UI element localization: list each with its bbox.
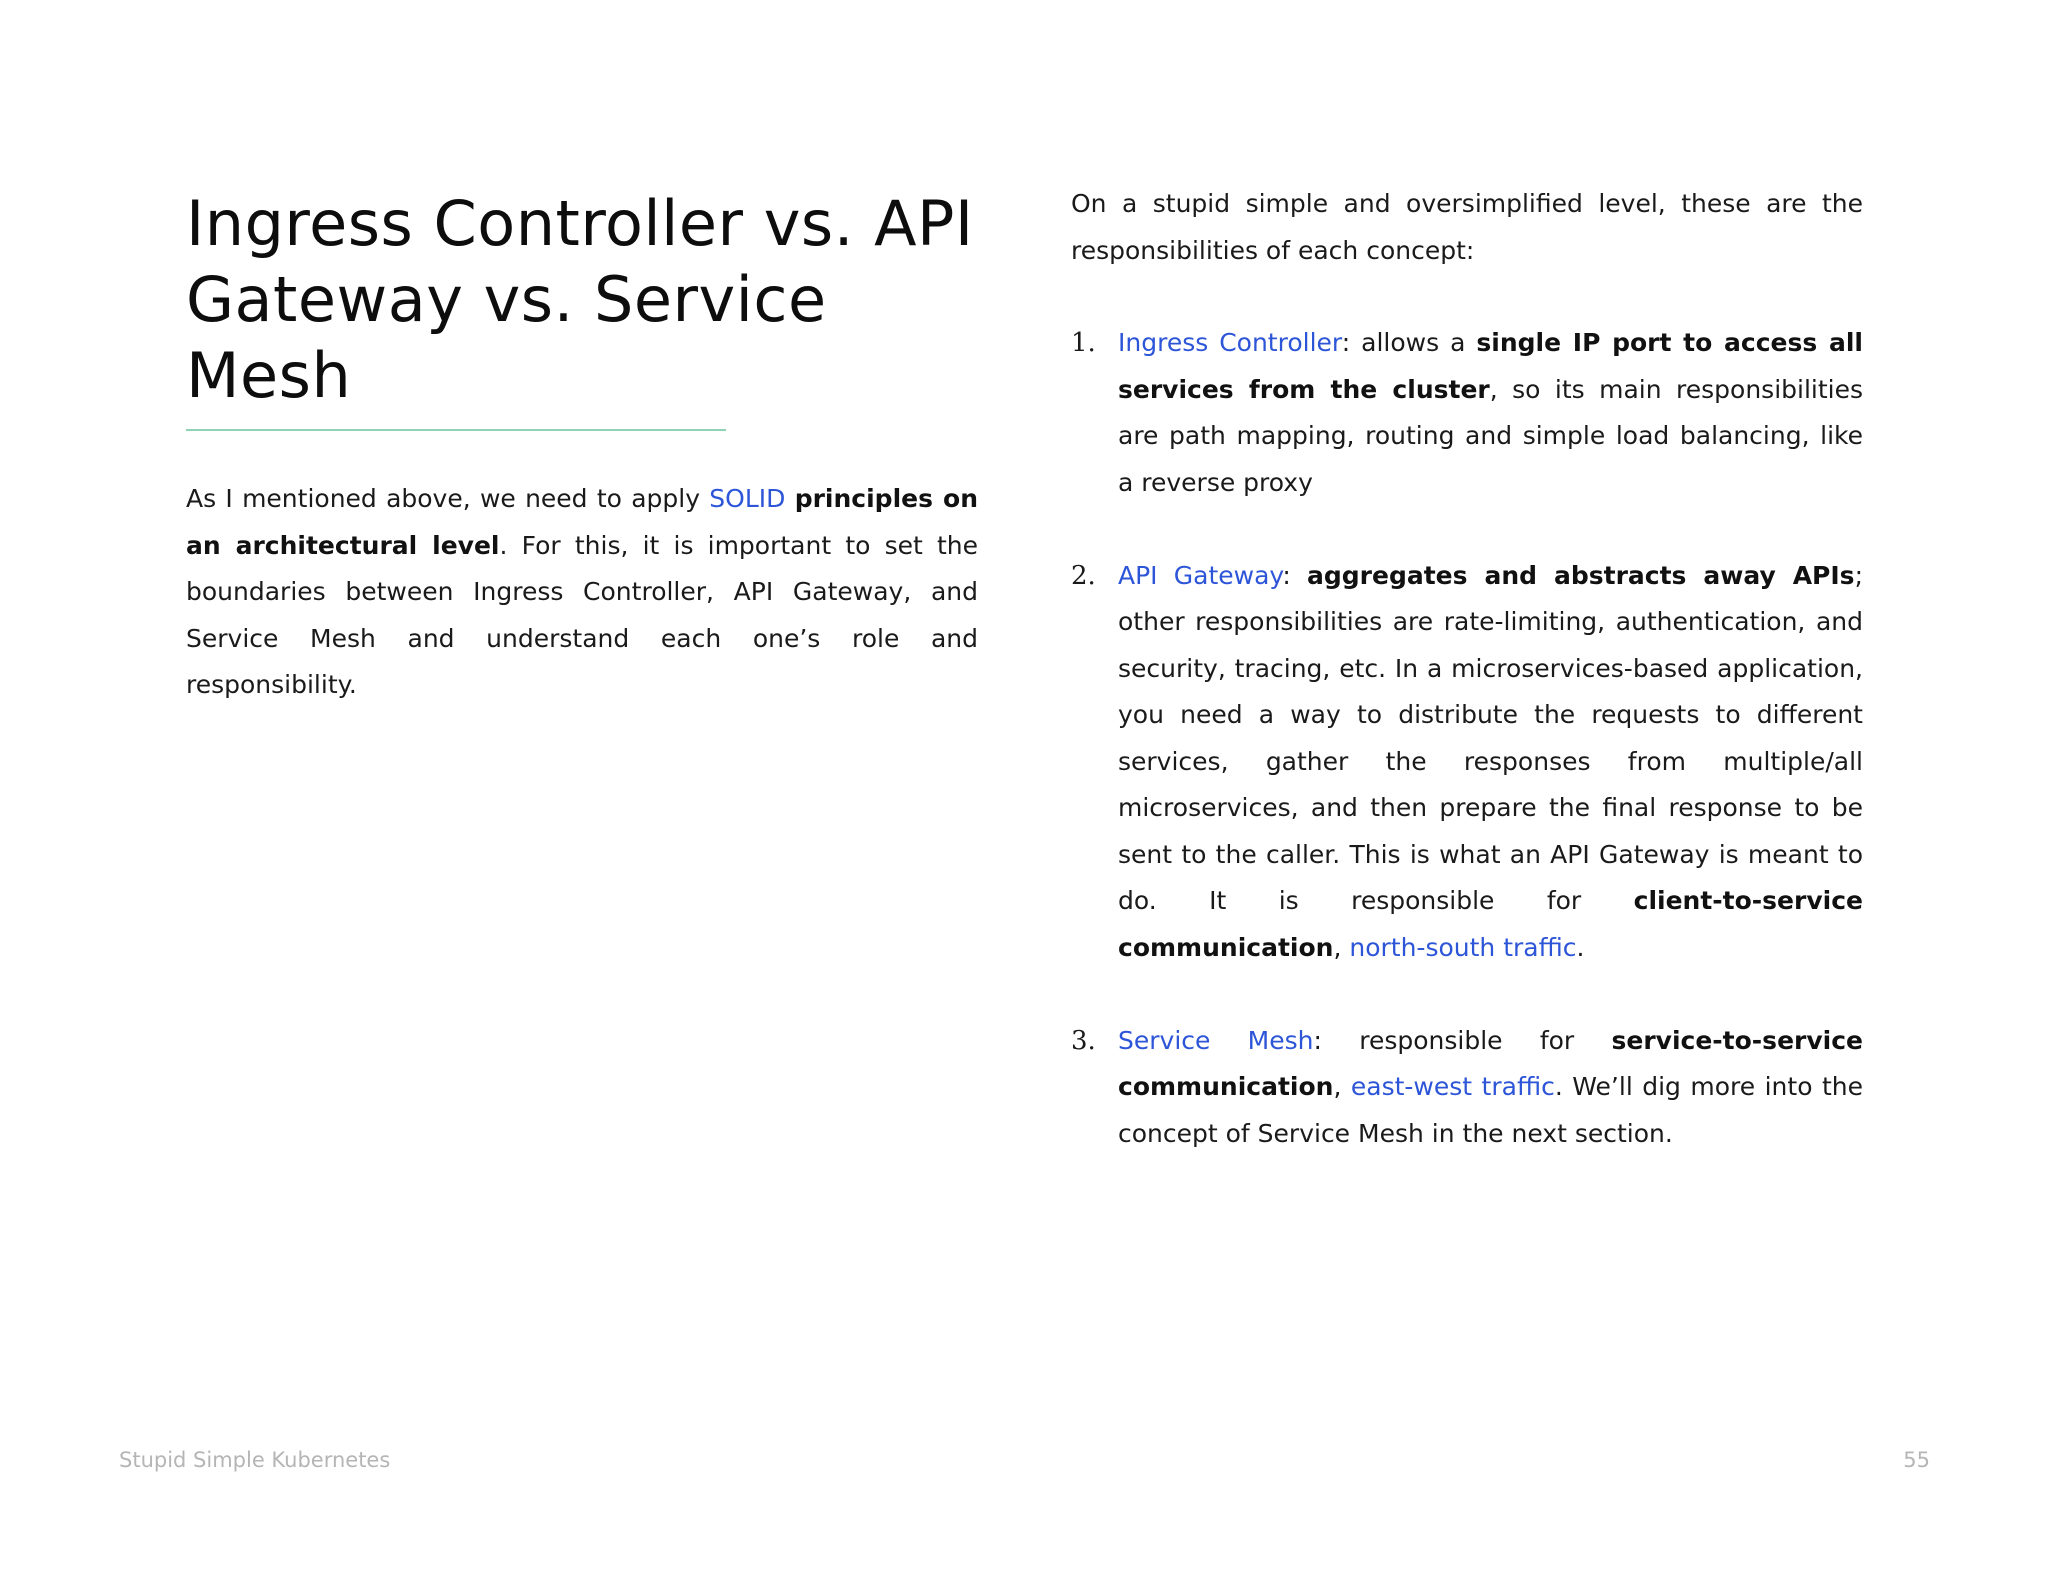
intro-text-space — [785, 484, 794, 513]
item-middle: ; other responsibilities are rate-limiting, authentication, and security, tracing, etc. In a microservices-based application, you need a way to distribute the requests to different services, gather the responses from multiple/all microservices, and then prepare the final response to be sent to the caller. This is what an API Gateway is meant to do. It is responsible for — [1118, 560, 1863, 915]
intro-text-2: . For this, it is important to set the boundaries between Ingress Controller, API Gateway, and Service Mesh and understand each one’s role and responsibility. — [186, 530, 978, 699]
responsibilities-intro: On a stupid simple and oversimplified level, these are the responsibilities of each concept: — [1071, 189, 1863, 265]
term-ingress-controller: Ingress Controller — [1118, 328, 1342, 357]
intro-text-1: As I mentioned above, we need to apply — [186, 484, 710, 513]
list-item-text — [1118, 320, 1863, 506]
list-item-text — [1118, 553, 1863, 972]
bold-phrase-2: client-to-service communication — [1118, 886, 1863, 962]
term-api-gateway: API Gateway — [1118, 560, 1283, 590]
term-colon: : allows a — [1341, 328, 1477, 357]
term-colon: : responsible for — [1313, 1025, 1612, 1055]
list-number: 1. — [1071, 328, 1096, 358]
north-south-traffic: north-south traffic — [1349, 932, 1577, 962]
title-divider — [186, 429, 726, 431]
principles-bold: principles on an architectural level — [186, 484, 978, 560]
item-end: . — [1576, 932, 1585, 962]
item-rest: , so its main responsibilities are path mapping, routing and simple load balancing, like a reverse proxy — [1118, 374, 1863, 497]
item-comma: , — [1333, 932, 1350, 962]
footer-book-title: Stupid Simple Kubernetes — [119, 1448, 391, 1472]
list-number: 2. — [1071, 560, 1096, 591]
list-item-service-mesh — [1071, 1018, 1863, 1158]
list-item-ingress-controller — [1071, 320, 1863, 506]
term-service-mesh: Service Mesh — [1118, 1025, 1314, 1055]
list-item-text — [1118, 1018, 1863, 1158]
item-comma: , — [1333, 1072, 1351, 1101]
footer-page-number: 55 — [1903, 1448, 1930, 1472]
solid-highlight: SOLID — [709, 484, 786, 513]
responsibilities-list — [1071, 320, 1863, 1204]
east-west-traffic: east-west traffic — [1350, 1072, 1555, 1101]
bold-phrase: aggregates and abstracts away APIs — [1307, 560, 1855, 590]
term-colon: : — [1282, 560, 1307, 590]
bold-phrase: single IP port to access all services from the cluster — [1118, 328, 1863, 404]
item-end: . We’ll dig more into the concept of Service Mesh in the next section. — [1118, 1072, 1863, 1148]
list-item-api-gateway — [1071, 553, 1863, 972]
bold-phrase: service-to-service communication — [1118, 1025, 1863, 1101]
list-number: 3. — [1071, 1025, 1096, 1056]
intro-paragraph — [186, 476, 978, 709]
page-title: Ingress Controller vs. API Gateway vs. Service Mesh — [186, 187, 974, 412]
